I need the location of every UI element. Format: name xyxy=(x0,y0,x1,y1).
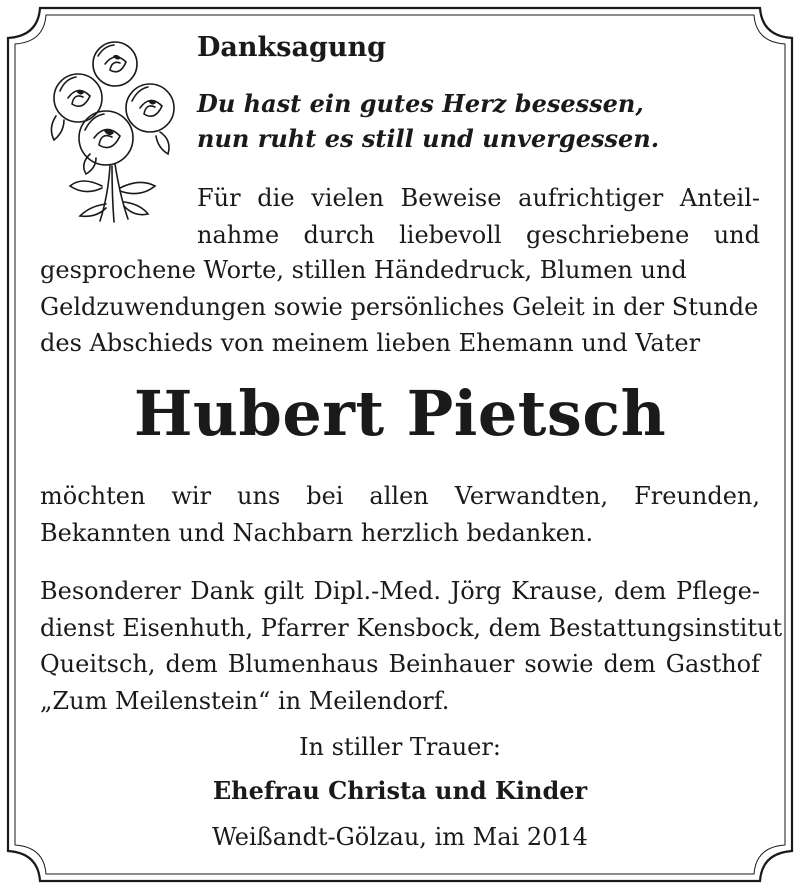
text-line: Bekannten und Nachbarn herzlich bedanken. xyxy=(40,518,594,547)
special-thanks-paragraph xyxy=(40,573,783,719)
text-line: Queitsch, dem Blumenhaus Beinhauer sowie dem Gasthof xyxy=(40,650,760,678)
text-line: Besonderer Dank gilt Dipl.-Med. Jörg Krause, dem Pflege- xyxy=(40,577,760,605)
text-line: dienst Eisenhuth, Pfarrer Kensbock, dem Bestattungsinstitut xyxy=(40,613,783,642)
verse xyxy=(197,86,659,156)
verse-line: Du hast ein gutes Herz besessen, xyxy=(197,89,644,118)
intro-paragraph-beside-image xyxy=(197,180,760,253)
text-line: „Zum Meilenstein“ in Meilendorf. xyxy=(40,686,450,715)
text-line: möchten wir uns bei allen Verwandten, Freunden, xyxy=(40,482,760,510)
signature: Ehefrau Christa und Kinder xyxy=(212,776,588,805)
text-line: des Abschieds von meinem lieben Ehemann und Vater xyxy=(40,329,701,357)
verse-line: nun ruht es still und unvergessen. xyxy=(197,124,660,153)
deceased-name: Hubert Pietsch xyxy=(133,377,667,450)
roses-bouquet-icon xyxy=(40,36,185,226)
heading: Danksagung xyxy=(197,32,386,63)
text-line: Geldzuwendungen sowie persönliches Geleit in der Stunde xyxy=(40,292,759,321)
intro-paragraph xyxy=(40,252,760,362)
place-date: Weißandt-Gölzau, im Mai 2014 xyxy=(212,823,588,851)
text-line: nahme durch liebevoll geschriebene und xyxy=(197,220,760,249)
text-line: gesprochene Worte, stillen Händedruck, Blumen und xyxy=(40,256,687,284)
text-line: Für die vielen Beweise aufrichtiger Anteil- xyxy=(197,184,760,212)
thanks-paragraph xyxy=(40,478,760,551)
mourning-label: In stiller Trauer: xyxy=(299,733,501,761)
